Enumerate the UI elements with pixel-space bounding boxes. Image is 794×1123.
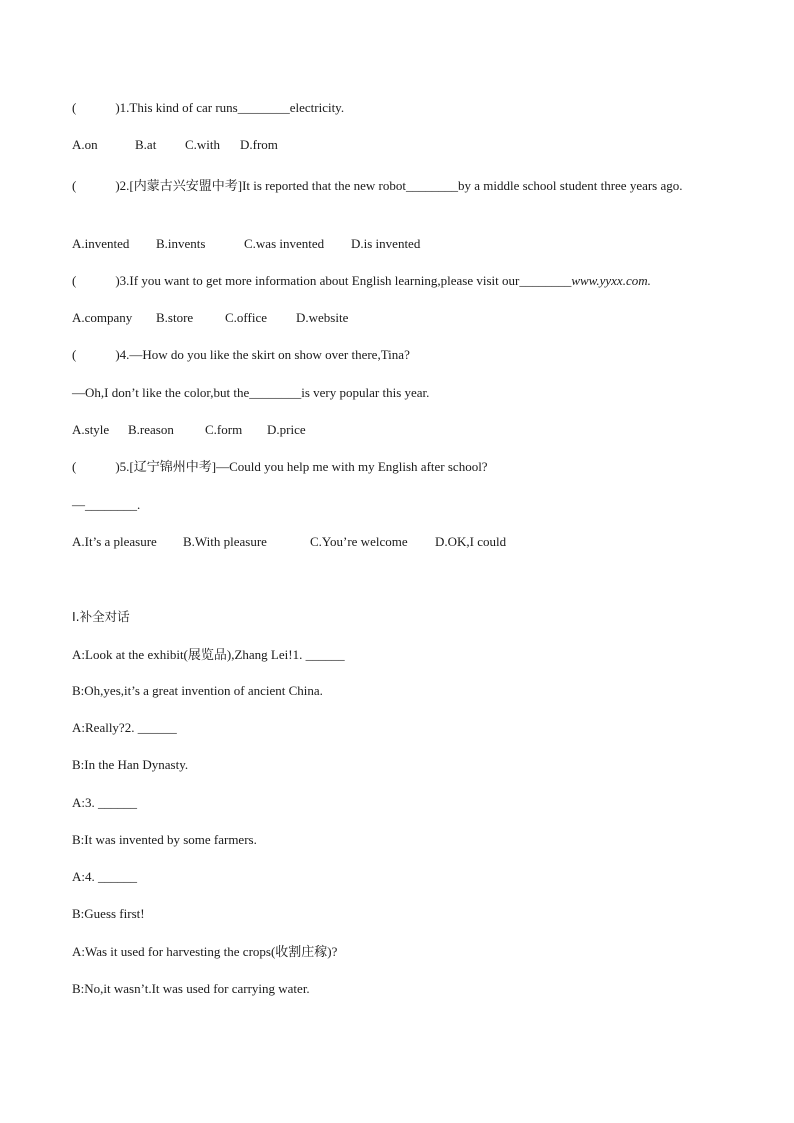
option-a: A.company [72, 310, 133, 325]
dialogue-line: A:Look at the exhibit(展览品),Zhang Lei!1. ______ [72, 647, 345, 662]
option-b: B.at [135, 137, 157, 152]
question-4-stem: ( )4.—How do you like the skirt on show over there,Tina? [72, 347, 410, 362]
option-c: C.office [225, 310, 267, 325]
question-5-reply: —________. [72, 497, 141, 512]
option-c: C.form [205, 422, 243, 437]
option-b: B.reason [128, 422, 174, 437]
question-5-options [72, 533, 724, 551]
option-c: C.was invented [244, 236, 325, 251]
option-a: A.style [72, 422, 110, 437]
dialogue-line: A:Was it used for harvesting the crops(收割庄稼)? [72, 944, 338, 959]
question-4-options [72, 421, 724, 439]
option-d: D.website [296, 310, 349, 325]
option-a: A.invented [72, 236, 130, 251]
dialogue-line: A:4. ______ [72, 869, 137, 884]
dialogue-line: B:In the Han Dynasty. [72, 757, 189, 772]
section-title: Ⅰ.补全对话 [72, 609, 130, 624]
question-5-stem: ( )5.[辽宁锦州中考]—Could you help me with my English after school? [72, 459, 488, 474]
question-2-options [72, 235, 724, 253]
option-d: D.price [267, 422, 306, 437]
dialogue-line: A:3. ______ [72, 795, 137, 810]
option-b: B.invents [156, 236, 206, 251]
question-3-text: ( )3.If you want to get more information about English learning,please visit our________ [72, 273, 572, 288]
question-2-stem: ( )2.[内蒙古兴安盟中考]It is reported that the new robot________by a middle school student three years ago. [72, 178, 683, 193]
question-4-reply: —Oh,I don’t like the color,but the________is very popular this year. [72, 385, 430, 400]
option-d: D.is invented [351, 236, 421, 251]
option-b: B.With pleasure [183, 534, 267, 549]
dialogue-line: B:Guess first! [72, 906, 145, 921]
option-c: C.with [185, 137, 221, 152]
dialogue-line: A:Really?2. ______ [72, 720, 177, 735]
option-a: A.on [72, 137, 98, 152]
website-url: www.yyxx.com. [571, 273, 651, 288]
option-d: D.OK,I could [435, 534, 507, 549]
question-1-stem: ( )1.This kind of car runs________electricity. [72, 100, 345, 115]
option-d: D.from [240, 137, 278, 152]
question-3-options [72, 309, 724, 327]
question-1-options [72, 136, 724, 154]
option-b: B.store [156, 310, 194, 325]
option-a: A.It’s a pleasure [72, 534, 157, 549]
question-3-stem [72, 272, 724, 290]
dialogue-line: B:It was invented by some farmers. [72, 832, 257, 847]
option-c: C.You’re welcome [310, 534, 408, 549]
dialogue-line: B:No,it wasn’t.It was used for carrying water. [72, 981, 310, 996]
dialogue-line: B:Oh,yes,it’s a great invention of ancient China. [72, 683, 323, 698]
